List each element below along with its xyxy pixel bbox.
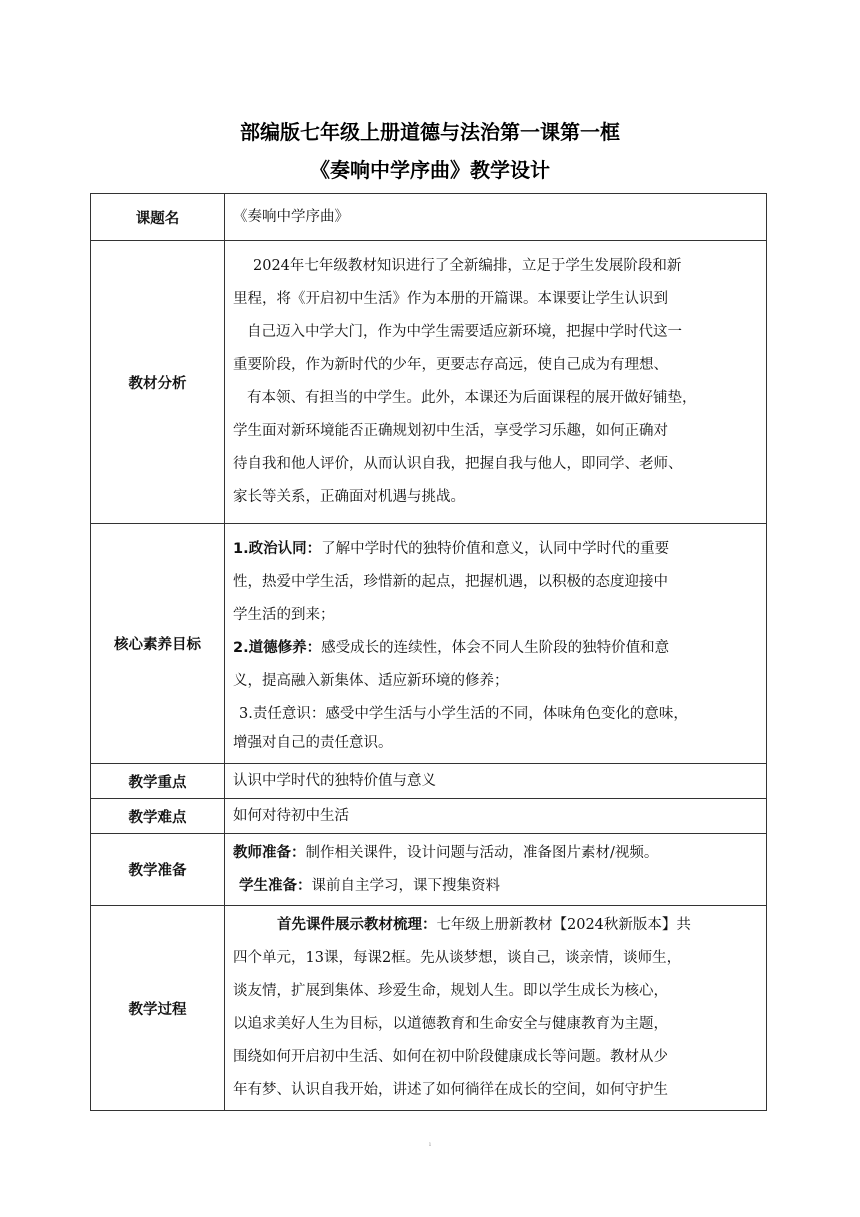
literacy-p2-line: [233, 632, 756, 665]
label-literacy: 核心素养目标: [91, 524, 225, 764]
prep-teacher-text: 制作相关课件，设计问题与活动，准备图片素材/视频。: [305, 844, 659, 861]
analysis-line: 2024年七年级教材知识进行了全新编排，立足于学生发展阶段和新: [253, 258, 682, 274]
process-line: 谈友情，扩展到集体、珍爱生命，规划人生。即以学生成长为核心，: [233, 983, 668, 999]
process-head: 首先课件展示教材梳理：: [277, 917, 437, 933]
value-analysis: [225, 241, 767, 524]
process-line: [233, 909, 756, 942]
value-topic: [225, 194, 767, 241]
prep-student-line: [233, 870, 756, 903]
analysis-line: 家长等关系，正确面对机遇与挑战。: [233, 489, 465, 505]
key-text: 认识中学时代的独特价值与意义: [233, 772, 436, 789]
prep-teacher-line: [233, 837, 756, 870]
analysis-line: 学生面对新环境能否正确规划初中生活，享受学习乐趣，如何正确对: [233, 423, 668, 439]
literacy-p1-line: [233, 533, 756, 566]
value-process: [225, 906, 767, 1111]
label-analysis: 教材分析: [91, 241, 225, 524]
value-literacy: [225, 524, 767, 764]
process-line: 年有梦、认识自我开始，讲述了如何徜徉在成长的空间，如何守护生: [233, 1082, 668, 1098]
difficulty-text: 如何对待初中生活: [233, 807, 349, 824]
label-topic: 课题名: [91, 194, 225, 241]
prep-student-head: 学生准备：: [239, 877, 312, 894]
analysis-line: 重要阶段，作为新时代的少年，更要志存高远，使自己成为有理想、: [233, 357, 668, 373]
literacy-p1-line: 学生活的到来；: [233, 606, 335, 623]
literacy-p2-head: 2.道德修养：: [233, 639, 322, 656]
row-key: [91, 764, 767, 799]
row-prep: [91, 834, 767, 906]
process-line: 四个单元，13课，每课2框。先从谈梦想，谈自己，谈亲情，谈师生，: [233, 950, 682, 966]
literacy-p1-line: 性，热爱中学生活，珍惜新的起点，把握机遇，以积极的态度迎接中: [233, 573, 668, 590]
label-difficulty: 教学难点: [91, 799, 225, 834]
literacy-p2-line: 义，提高融入新集体、适应新环境的修养；: [233, 672, 509, 689]
label-process: 教学过程: [91, 906, 225, 1111]
analysis-line: 待自我和他人评价，从而认识自我，把握自我与他人，即同学、老师、: [233, 456, 683, 472]
prep-teacher-head: 教师准备：: [233, 844, 306, 861]
row-process: [91, 906, 767, 1111]
topic-text: 《奏响中学序曲》: [233, 208, 349, 225]
doc-title-line2: 《奏响中学序曲》教学设计: [310, 158, 550, 182]
analysis-line: 里程，将《开启初中生活》作为本册的开篇课。本课要让学生认识到: [233, 291, 668, 307]
lesson-plan-table: [90, 193, 767, 1111]
row-literacy: [91, 524, 767, 764]
analysis-line: 有本领、有担当的中学生。此外，本课还为后面课程的展开做好铺垫，: [247, 390, 697, 406]
row-difficulty: [91, 799, 767, 834]
process-line: 以追求美好人生为目标，以道德教育和生命安全与健康教育为主题，: [233, 1016, 668, 1032]
label-key: 教学重点: [91, 764, 225, 799]
value-key: [225, 764, 767, 799]
label-prep: 教学准备: [91, 834, 225, 906]
literacy-p3-line: 增强对自己的责任意识。: [233, 734, 393, 751]
value-prep: [225, 834, 767, 906]
row-analysis: [91, 241, 767, 524]
value-difficulty: [225, 799, 767, 834]
page-mark: ı: [429, 1141, 431, 1148]
process-line: 围绕如何开启初中生活、如何在初中阶段健康成长等问题。教材从少: [233, 1049, 668, 1065]
analysis-line: 自己迈入中学大门，作为中学生需要适应新环境，把握中学时代这一: [247, 324, 682, 340]
prep-student-text: 课前自主学习，课下搜集资料: [311, 877, 500, 894]
process-text: 七年级上册新教材【2024秋新版本】共: [436, 917, 691, 933]
literacy-p1-head: 1.政治认同：: [233, 540, 322, 557]
literacy-p3-line: 3.责任意识：感受中学生活与小学生活的不同，体味角色变化的意味，: [239, 705, 688, 722]
doc-title-line1: 部编版七年级上册道德与法治第一课第一框: [240, 120, 620, 144]
literacy-p1-text: 了解中学时代的独特价值和意义，认同中学时代的重要: [321, 540, 670, 557]
row-topic: [91, 194, 767, 241]
literacy-p2-text: 感受成长的连续性，体会不同人生阶段的独特价值和意: [321, 639, 670, 656]
